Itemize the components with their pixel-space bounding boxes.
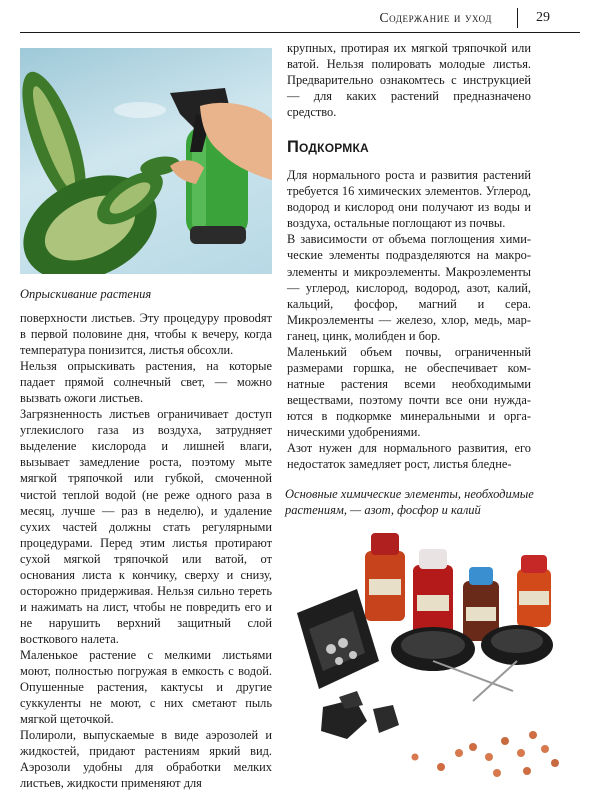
right-column xyxy=(287,40,531,472)
header-divider xyxy=(517,8,518,28)
photo-caption-fertilizers: Основные химические элементы, необходимые растениям, — азот, фосфор и калий xyxy=(285,487,534,517)
paragraph: Загрязненность листьев ограничивает доступ углекислого газа из воздуха, затрудняет выделение кислорода и лишней влаги, вызывает замедление роста, поэтому мыте мягкой тряпочкой или губкой, смоченной чистой теплой водой (не реже одного раза в месяц, лучше — раз в неделю), и удаление сухих частей должны стать регулярными процедурами. Перед этим листья протирают сухой мягкой тряпочкой или ватой, от основания листа к кончику, сверху и снизу, осторожно придерживая. Нельзя сильно тереть и нажимать на лист, чтобы не повредить его и не нарушить верхний защитный слой восткового налета. xyxy=(20,407,272,646)
spraying-photo xyxy=(20,48,272,274)
paragraph: Для нормального роста и развития растений требуется 16 химических элементов. Углерод, водород и кислород они получают из воды и воздуха, остальные поглощают из почвы. xyxy=(287,168,531,231)
section-title: Содержание и уход xyxy=(379,10,492,25)
paragraph: Азот нужен для нормального развития, его недостаток замедляет рост, листья бледне- xyxy=(287,441,531,472)
fertilizer-jars-icon xyxy=(283,521,580,789)
right-intro-text: крупных, протирая их мягкой тряпочкой или ватой. Нельзя полировать молодые листья. Предварительно ознакомтесь с инструкцией — для каких растений предназначено средство. xyxy=(287,41,531,120)
paragraph: Маленькое растение с мелкими листьями моют, полностью погружая в емкость с водой. Опушенные растения, кактусы и другие суккуленты не моют, с них сметают пыль мягкой щеточкой. xyxy=(20,647,272,727)
left-body-text xyxy=(20,310,272,791)
paragraph: В зависимости от объема поглощения химические элементы подразделяются на макроэлементы и микроэлементы. Макроэлементы — углерод, кислород, водород, азот, калий, кальций, фосфор, магний и сера. Микроэлементы — железо, хлор, медь, марганец, цинк, молибден и бор. xyxy=(287,232,531,343)
paragraph: Маленький объем почвы, ограниченный размерами горшка, не обеспечивает комнатные растения всеми необходимыми веществами, поэтому почти все они нуждаются в подкормке минеральными и органическими удобрениями. xyxy=(287,344,531,439)
page-number: 29 xyxy=(536,10,550,25)
paragraph: Полироли, выпускаемые в виде аэрозолей и жидкостей, придают растениям яркий вид. Аэрозоли удобны для обработки мелких листьев, жидкости применяют для xyxy=(20,728,272,791)
spray-bottle-icon xyxy=(20,48,272,274)
header-rule xyxy=(20,32,580,33)
running-header xyxy=(20,8,580,30)
fertilizers-photo xyxy=(283,521,580,789)
section-heading: Подкормка xyxy=(287,138,369,157)
left-column xyxy=(20,48,272,791)
right-body-text xyxy=(287,167,531,472)
photo-caption-spraying: Опрыскивание растения xyxy=(20,287,152,301)
paragraph: поверхности листьев. Эту процедуру провоdят в первой половине дня, чтобы к вечеру, когда температура понизится, листья обсохли. xyxy=(20,311,272,358)
paragraph: Нельзя опрыскивать растения, на которые падает прямой солнечный свет, — можно вызвать ожоги листьев. xyxy=(20,359,272,406)
